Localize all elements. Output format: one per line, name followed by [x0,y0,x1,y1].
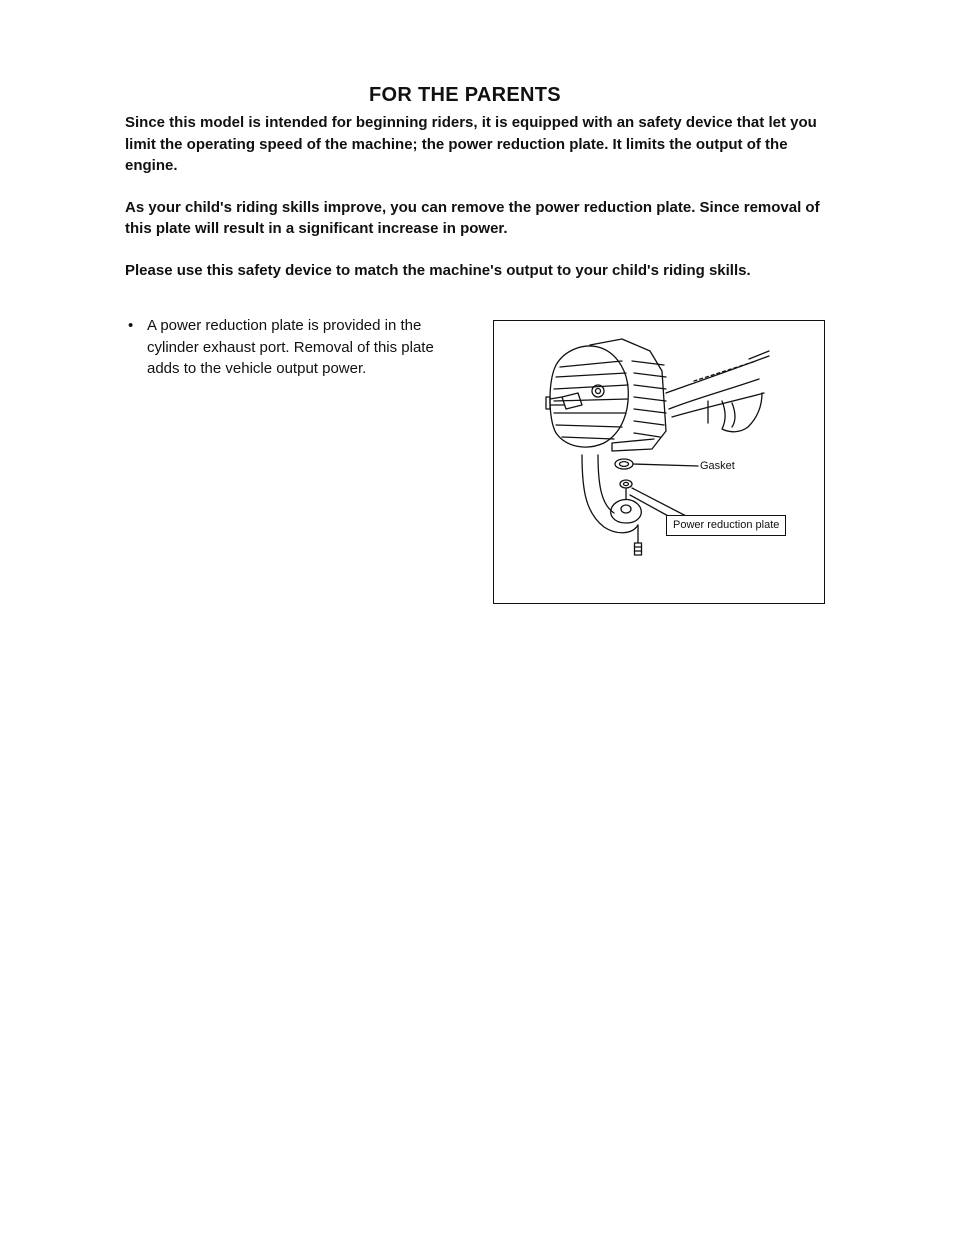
intro-section [125,112,825,301]
gasket-label: Gasket [700,460,735,472]
bullet-marker: • [128,317,134,334]
power-reduction-plate-label: Power reduction plate [666,515,786,536]
paragraph-removal: As your child's riding skills improve, you can remove the power reduction plate. Since removal of this plate will result in a significant increase in power. [125,198,820,237]
paragraph-intended-use: Since this model is intended for beginning riders, it is equipped with an safety device that let you limit the operating speed of the machine; the power reduction plate. It limits the output of the engine. [125,114,817,174]
bullet-text: A power reduction plate is provided in the cylinder exhaust port. Removal of this plate adds to the vehicle output power. [147,317,434,377]
paragraph-safety-advice: Please use this safety device to match the machine's output to your child's riding skills. [125,261,751,279]
engine-illustration [493,320,825,604]
page-title: FOR THE PARENTS [369,84,561,106]
bullet-item [128,315,463,380]
engine-drawing [494,321,826,605]
